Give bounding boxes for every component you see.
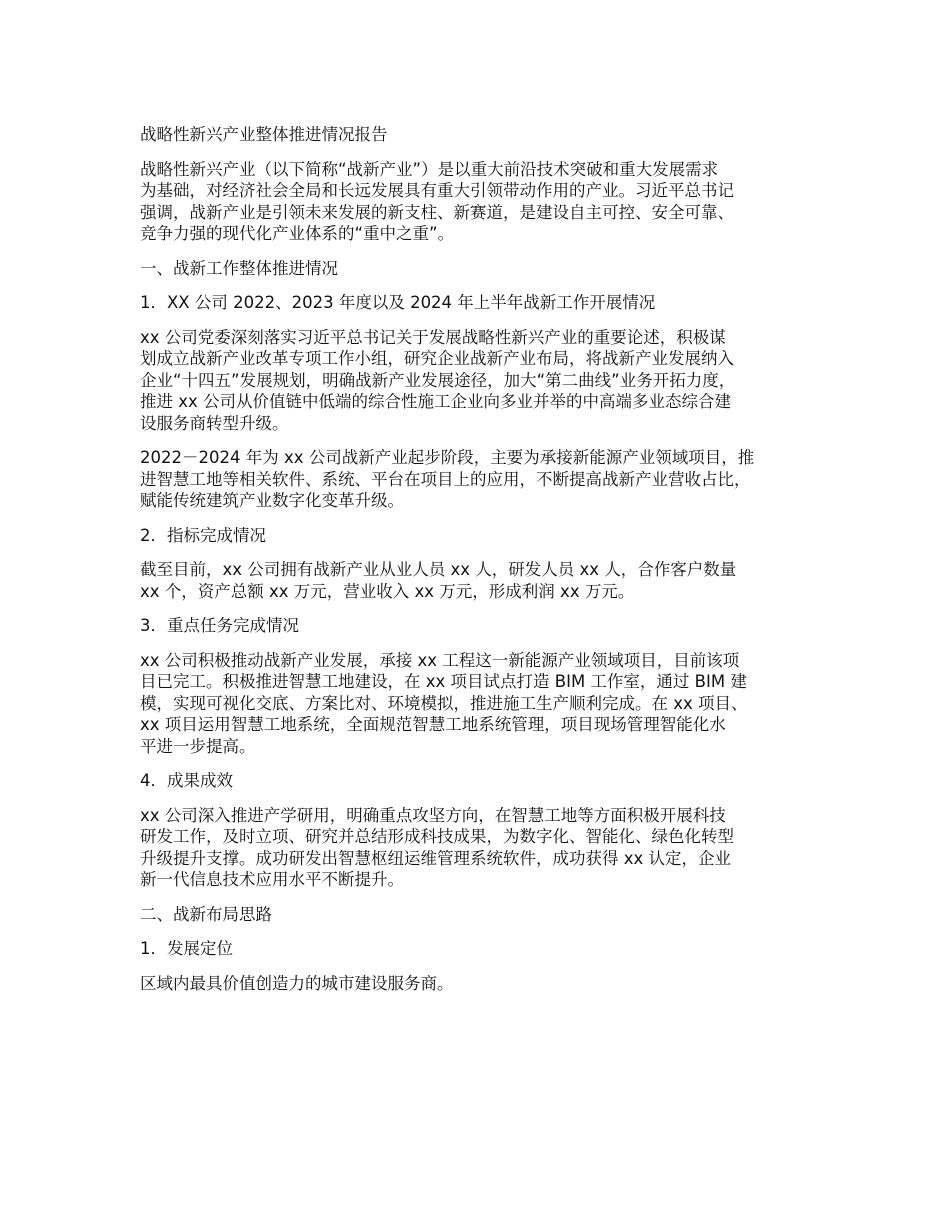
- text-line: xx 公司积极推动战新产业发展，承接 xx 工程这一新能源产业领域项目，目前该项: [140, 650, 740, 670]
- text-line: 模，实现可视化交底、方案比对、环境模拟，推进施工生产顺利完成。在 xx 项目、: [140, 693, 748, 713]
- text-line: 企业“十四五”发展规划，明确战新产业发展途径，加大“第二曲线”业务开拓力度，: [140, 370, 736, 390]
- text-line: 1．XX 公司 2022、2023 年度以及 2024 年上半年战新工作开展情况: [140, 293, 656, 312]
- text-line: 战略性新兴产业（以下简称“战新产业”）是以重大前沿技术突破和重大发展需求: [140, 159, 719, 179]
- document-title: [140, 124, 830, 146]
- text-line: 进智慧工地等相关软件、系统、平台在项目上的应用，不断提高战新产业营收占比，: [140, 469, 751, 489]
- text-line: 4．成果成效: [140, 771, 233, 790]
- subsection-heading-2-1: [140, 938, 830, 960]
- text-line: xx 项目运用智慧工地系统，全面规范智慧工地系统管理，项目现场管理智能化水: [140, 715, 726, 734]
- text-line: xx 公司深入推进产学研用，明确重点攻坚方向，在智慧工地等方面积极开展科技: [140, 805, 726, 825]
- document-body: [140, 124, 830, 1007]
- text-line: 3．重点任务完成情况: [140, 616, 299, 635]
- text-line: 赋能传统建筑产业数字化变革升级。: [140, 491, 404, 510]
- text-line: 目已完工。积极推进智慧工地建设，在 xx 项目试点打造 BIM 工作室，通过 BIM 建: [140, 672, 747, 691]
- text-line: 1．发展定位: [140, 939, 233, 958]
- text-line: 2．指标完成情况: [140, 525, 266, 545]
- text-line: 二、战新布局思路: [140, 904, 272, 924]
- text-line: 强调，战新产业是引领未来发展的新支柱、新赛道，是建设自主可控、安全可靠、: [140, 202, 734, 222]
- subsection-heading-1-3: [140, 615, 830, 637]
- text-line: 战略性新兴产业整体推进情况报告: [140, 125, 388, 144]
- text-line: xx 公司党委深刻落实习近平总书记关于发展战略性新兴产业的重要论述，积极谋: [140, 327, 726, 347]
- text-line: 划成立战新产业改革专项工作小组，研究企业战新产业布局，将战新产业发展纳入: [140, 349, 734, 368]
- text-line: xx 个，资产总额 xx 万元，营业收入 xx 万元，形成利润 xx 万元。: [140, 581, 635, 601]
- text-line: 2022－2024 年为 xx 公司战新产业起步阶段，主要为承接新能源产业领域项目，推: [140, 448, 755, 467]
- text-line: 升级提升支撑。成功研发出智慧枢纽运维管理系统软件，成功获得 xx 认定，企业: [140, 848, 732, 868]
- body-paragraph: [140, 327, 830, 435]
- body-paragraph: [140, 805, 830, 891]
- text-line: 为基础，对经济社会全局和长远发展具有重大引领带动作用的产业。习近平总书记: [140, 181, 734, 200]
- subsection-heading-1-2: [140, 525, 830, 547]
- text-line: 研发工作，及时立项、研究并总结形成科技成果，为数字化、智能化、绿色化转型: [140, 827, 734, 846]
- text-line: 平进一步提高。: [140, 736, 256, 756]
- intro-paragraph: [140, 159, 830, 245]
- subsection-heading-1-1: [140, 292, 830, 314]
- subsection-heading-1-4: [140, 770, 830, 792]
- body-paragraph: [140, 973, 830, 995]
- text-line: 设服务商转型升级。: [140, 413, 289, 433]
- section-heading-1: [140, 258, 830, 280]
- text-line: 新一代信息技术应用水平不断提升。: [140, 870, 404, 889]
- body-paragraph: [140, 447, 830, 512]
- text-line: 推进 xx 公司从价值链中低端的综合性施工企业向多业并举的中高端多业态综合建: [140, 392, 732, 411]
- body-paragraph: [140, 650, 830, 758]
- text-line: 竞争力强的现代化产业体系的“重中之重”。: [140, 224, 455, 243]
- text-line: 截至目前，xx 公司拥有战新产业从业人员 xx 人，研发人员 xx 人，合作客户数量: [140, 560, 737, 579]
- body-paragraph: [140, 559, 830, 602]
- section-heading-2: [140, 904, 830, 926]
- text-line: 区域内最具价值创造力的城市建设服务商。: [140, 973, 454, 993]
- text-line: 一、战新工作整体推进情况: [140, 258, 338, 278]
